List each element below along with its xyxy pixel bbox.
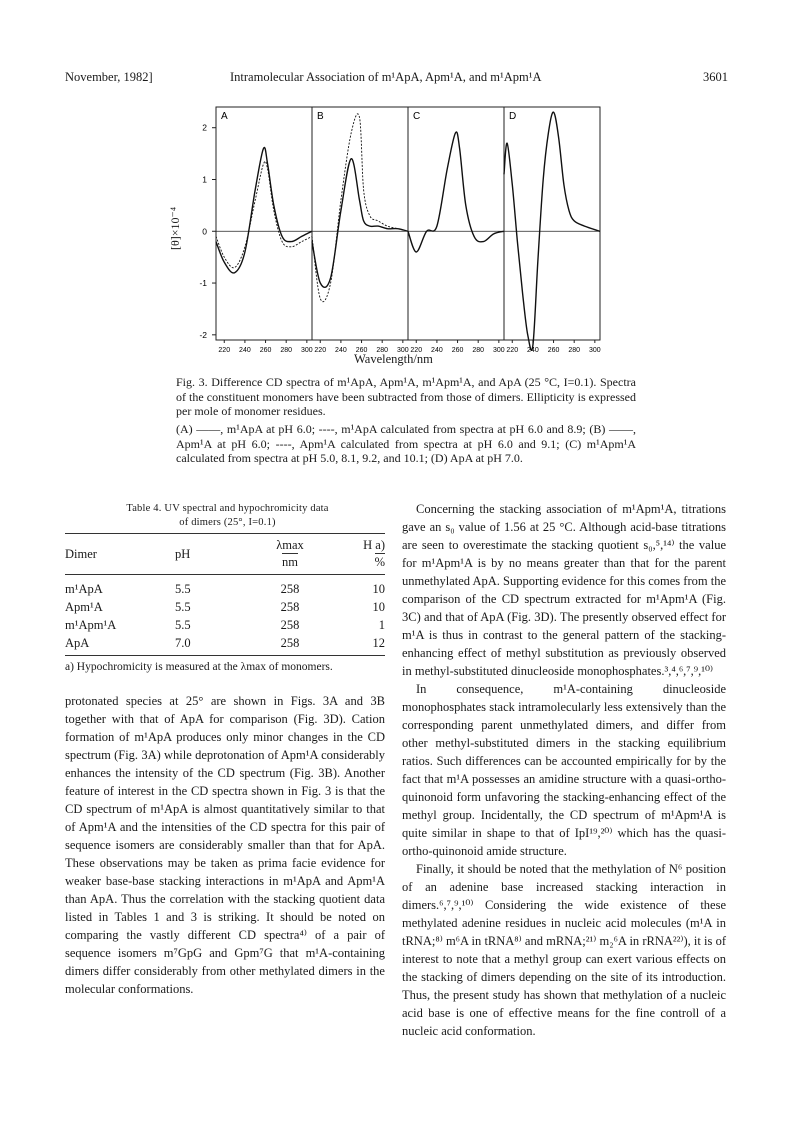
x-tick-label: 240 [239, 347, 251, 354]
table-cell: m¹ApA [65, 582, 103, 596]
table-footnote: a) Hypochromicity is measured at the λmax of monomers. [65, 661, 333, 673]
x-tick-label: 260 [451, 347, 464, 354]
page-number: 3601 [703, 70, 728, 84]
uv-data-table [65, 533, 385, 656]
x-tick-label: 220 [314, 347, 327, 354]
table-cell: ApA [65, 634, 175, 656]
panel-label: A [221, 111, 228, 122]
table-title [65, 502, 390, 530]
panel-label: B [317, 111, 324, 122]
body-right-column [402, 500, 726, 1040]
y-tick-label: 0 [202, 226, 207, 237]
running-header-date: November, 1982] [65, 70, 153, 84]
table-cell: 1 [378, 618, 385, 632]
cd-spectra-figure [150, 95, 620, 354]
x-tick-label: 280 [280, 347, 293, 354]
table-row [65, 598, 385, 616]
body-left-column [65, 692, 385, 998]
h-unit: % [374, 555, 385, 569]
table-cell: 10 [372, 582, 385, 596]
series-line [312, 159, 408, 288]
table-cell: 10 [372, 600, 385, 614]
x-tick-label: 260 [355, 347, 368, 354]
x-tick-label: 300 [492, 347, 505, 354]
table-cell: 7.0 [175, 634, 245, 656]
panel-label: D [509, 111, 517, 122]
lambda-unit: nm [282, 555, 298, 569]
x-tick-label: 220 [410, 347, 423, 354]
x-tick-label: 280 [472, 347, 485, 354]
x-tick-label: 220 [218, 347, 231, 354]
table-cell: 5.5 [175, 600, 191, 614]
figure-caption: Fig. 3. Difference CD spectra of m¹ApA, Apm¹A, m¹Apm¹A, and ApA (25 °C, I=0.1). Spectra of the constituent monomers have been subtracted from those of dimers. Ellipticity is expressed per mole of monomer residues. [176, 375, 636, 419]
series-line [216, 161, 312, 267]
table-cell: 12 [335, 634, 385, 656]
x-tick-label: 260 [259, 347, 272, 354]
x-axis-label: Wavelength/nm [354, 352, 433, 366]
series-line [408, 132, 504, 252]
running-header-title: Intramolecular Association of m¹ApA, Apm¹A, and m¹Apm¹A [230, 70, 542, 84]
table-row [65, 634, 385, 656]
x-tick-label: 300 [588, 347, 601, 354]
y-tick-label: 1 [202, 174, 207, 185]
table-cell: m¹Apm¹A [65, 618, 117, 632]
paragraph: In consequence, m¹A-containing dinucleoside monophosphates stack intramolecularly less extensively than the corresponding parent unmethylated dimers, and differ from other methyl-substituted dimers in the stacking equilibrium ratios. Such differences can be accounted empirically for by the fact that m¹A possesses an amidine structure with a quasi-ortho-quinonoid form unfavoring the stacking-enhancing effect of the methyl group. Incidentally, the CD spectrum of m¹Apm¹A is quite similar in shape to that of IpI¹⁹,²⁰⁾ which has the quasi-ortho-quinonoid amide structure. [402, 682, 726, 858]
table-row [65, 616, 385, 634]
table-cell: 258 [280, 582, 300, 596]
paragraph: protonated species at 25° are shown in Figs. 3A and 3B together with that of ApA for comparison (Fig. 3D). Cation formation of m¹ApA produces only minor changes in the CD spectrum (Fig. 3A) while deprotonation of Apm¹A considerably enhances the intensity of the CD spectrum (Fig. 3B). Another feature of interest in the CD spectra shown in Fig. 3 is that the CD spectrum of m¹ApA is almost quantitatively similar to that of Apm¹A and the intensities of the CD spectra for this pair of sequence isomers are considerably smaller than that for ApA. These observations may be taken as prima facie evidence for weaker base-base stacking interactions in m¹ApA and Apm¹A than ApA. Thus the correlation with the stacking quotient data listed in Tables 1 and 3 is striking. It should be noted on comparing the vastly different CD spectra⁴⁾ of a pair of sequence isomers m⁷GpG and Gpm⁷G that m¹A-containing dimers differ considerably from other methylated dimers in the molecular conformations. [65, 694, 385, 996]
y-tick-label: -1 [199, 278, 207, 289]
x-tick-label: 300 [396, 347, 409, 354]
col-header-dimer: Dimer [65, 534, 175, 575]
x-tick-label: 280 [376, 347, 389, 354]
lambda-label: λmax [276, 538, 304, 552]
y-tick-label: 2 [202, 122, 207, 133]
paragraph: Concerning the stacking association of m¹Apm¹A, titrations gave an s₀ value of 1.56 at 25 °C. Although acid-base titrations are seen to overestimate the stacking quotient s₀,⁵,¹⁴⁾ the value for m¹Apm¹A is by no means greater than that for the parent unmethylated ApA. Supporting evidence for this comes from the comparison of the CD spectrum extracted for m¹Apm¹A (Fig. 3C) and that of ApA (Fig. 3D). The presently observed effect for m¹A is thus in contrast to the general pattern of the stacking-enhancing effect of methyl substitution as previously observed in methyl-substituted dinucleoside monophosphates.³,⁴,⁶,⁷,⁹,¹⁰⁾ [402, 502, 726, 678]
table-title-line1: Table 4. UV spectral and hypochromicity data [126, 503, 329, 514]
x-tick-label: 260 [547, 347, 560, 354]
paragraph: Finally, it should be noted that the methylation of N⁶ position of an adenine base increased stacking interaction in dimers.⁶,⁷,⁹,¹⁰⁾ Considering the wide existence of these methylated adenine residues in nucleic acid molecules (m¹A in tRNA;⁸⁾ m⁶A in tRNA⁸⁾ and mRNA;²¹⁾ m₂⁶A in rRNA²²⁾), it is of interest to note that a methyl group can exert various effects on the stacking of dimers depending on the site of its introduction. Thus, the present study has shown that methylation of a nucleic acid base is one of effective means for the fine controll of a nucleic acid conformation. [402, 862, 726, 1038]
table-title-line2: of dimers (25°, I=0.1) [179, 517, 276, 528]
x-tick-label: 300 [300, 347, 313, 354]
x-tick-label: 240 [335, 347, 347, 354]
figure-legend-text: (A) ——, m¹ApA at pH 6.0; ----, m¹ApA calculated from spectra at pH 6.0 and 8.9; (B) ——, Apm¹A at pH 6.0; ----, Apm¹A calculated from spectra at pH 6.0 and 9.1; (C) m¹Apm¹A calculated from spectra at pH 5.0, 8.1, 9.2, and 10.1; (D) ApA at pH 7.0. [176, 422, 636, 466]
x-tick-label: 220 [506, 347, 519, 354]
table-row [65, 575, 385, 599]
series-line [312, 114, 408, 302]
series-line [216, 147, 312, 273]
table-cell: 5.5 [175, 582, 191, 596]
col-header-ph: pH [175, 534, 245, 575]
table-cell: 258 [280, 600, 300, 614]
col-header-h [335, 534, 385, 575]
table-body [65, 575, 385, 656]
x-tick-label: 240 [527, 347, 539, 354]
x-tick-label: 240 [431, 347, 443, 354]
table-cell: 258 [280, 618, 300, 632]
x-tick-label: 280 [568, 347, 581, 354]
col-header-lambda [245, 534, 335, 575]
h-label: H a) [363, 538, 385, 552]
table-cell: 5.5 [175, 618, 191, 632]
table-cell: Apm¹A [65, 600, 103, 614]
y-axis-label: [θ]×10⁻⁴ [168, 206, 182, 250]
table-cell: 258 [245, 634, 335, 656]
panel-label: C [413, 111, 421, 122]
y-tick-label: -2 [199, 329, 207, 340]
